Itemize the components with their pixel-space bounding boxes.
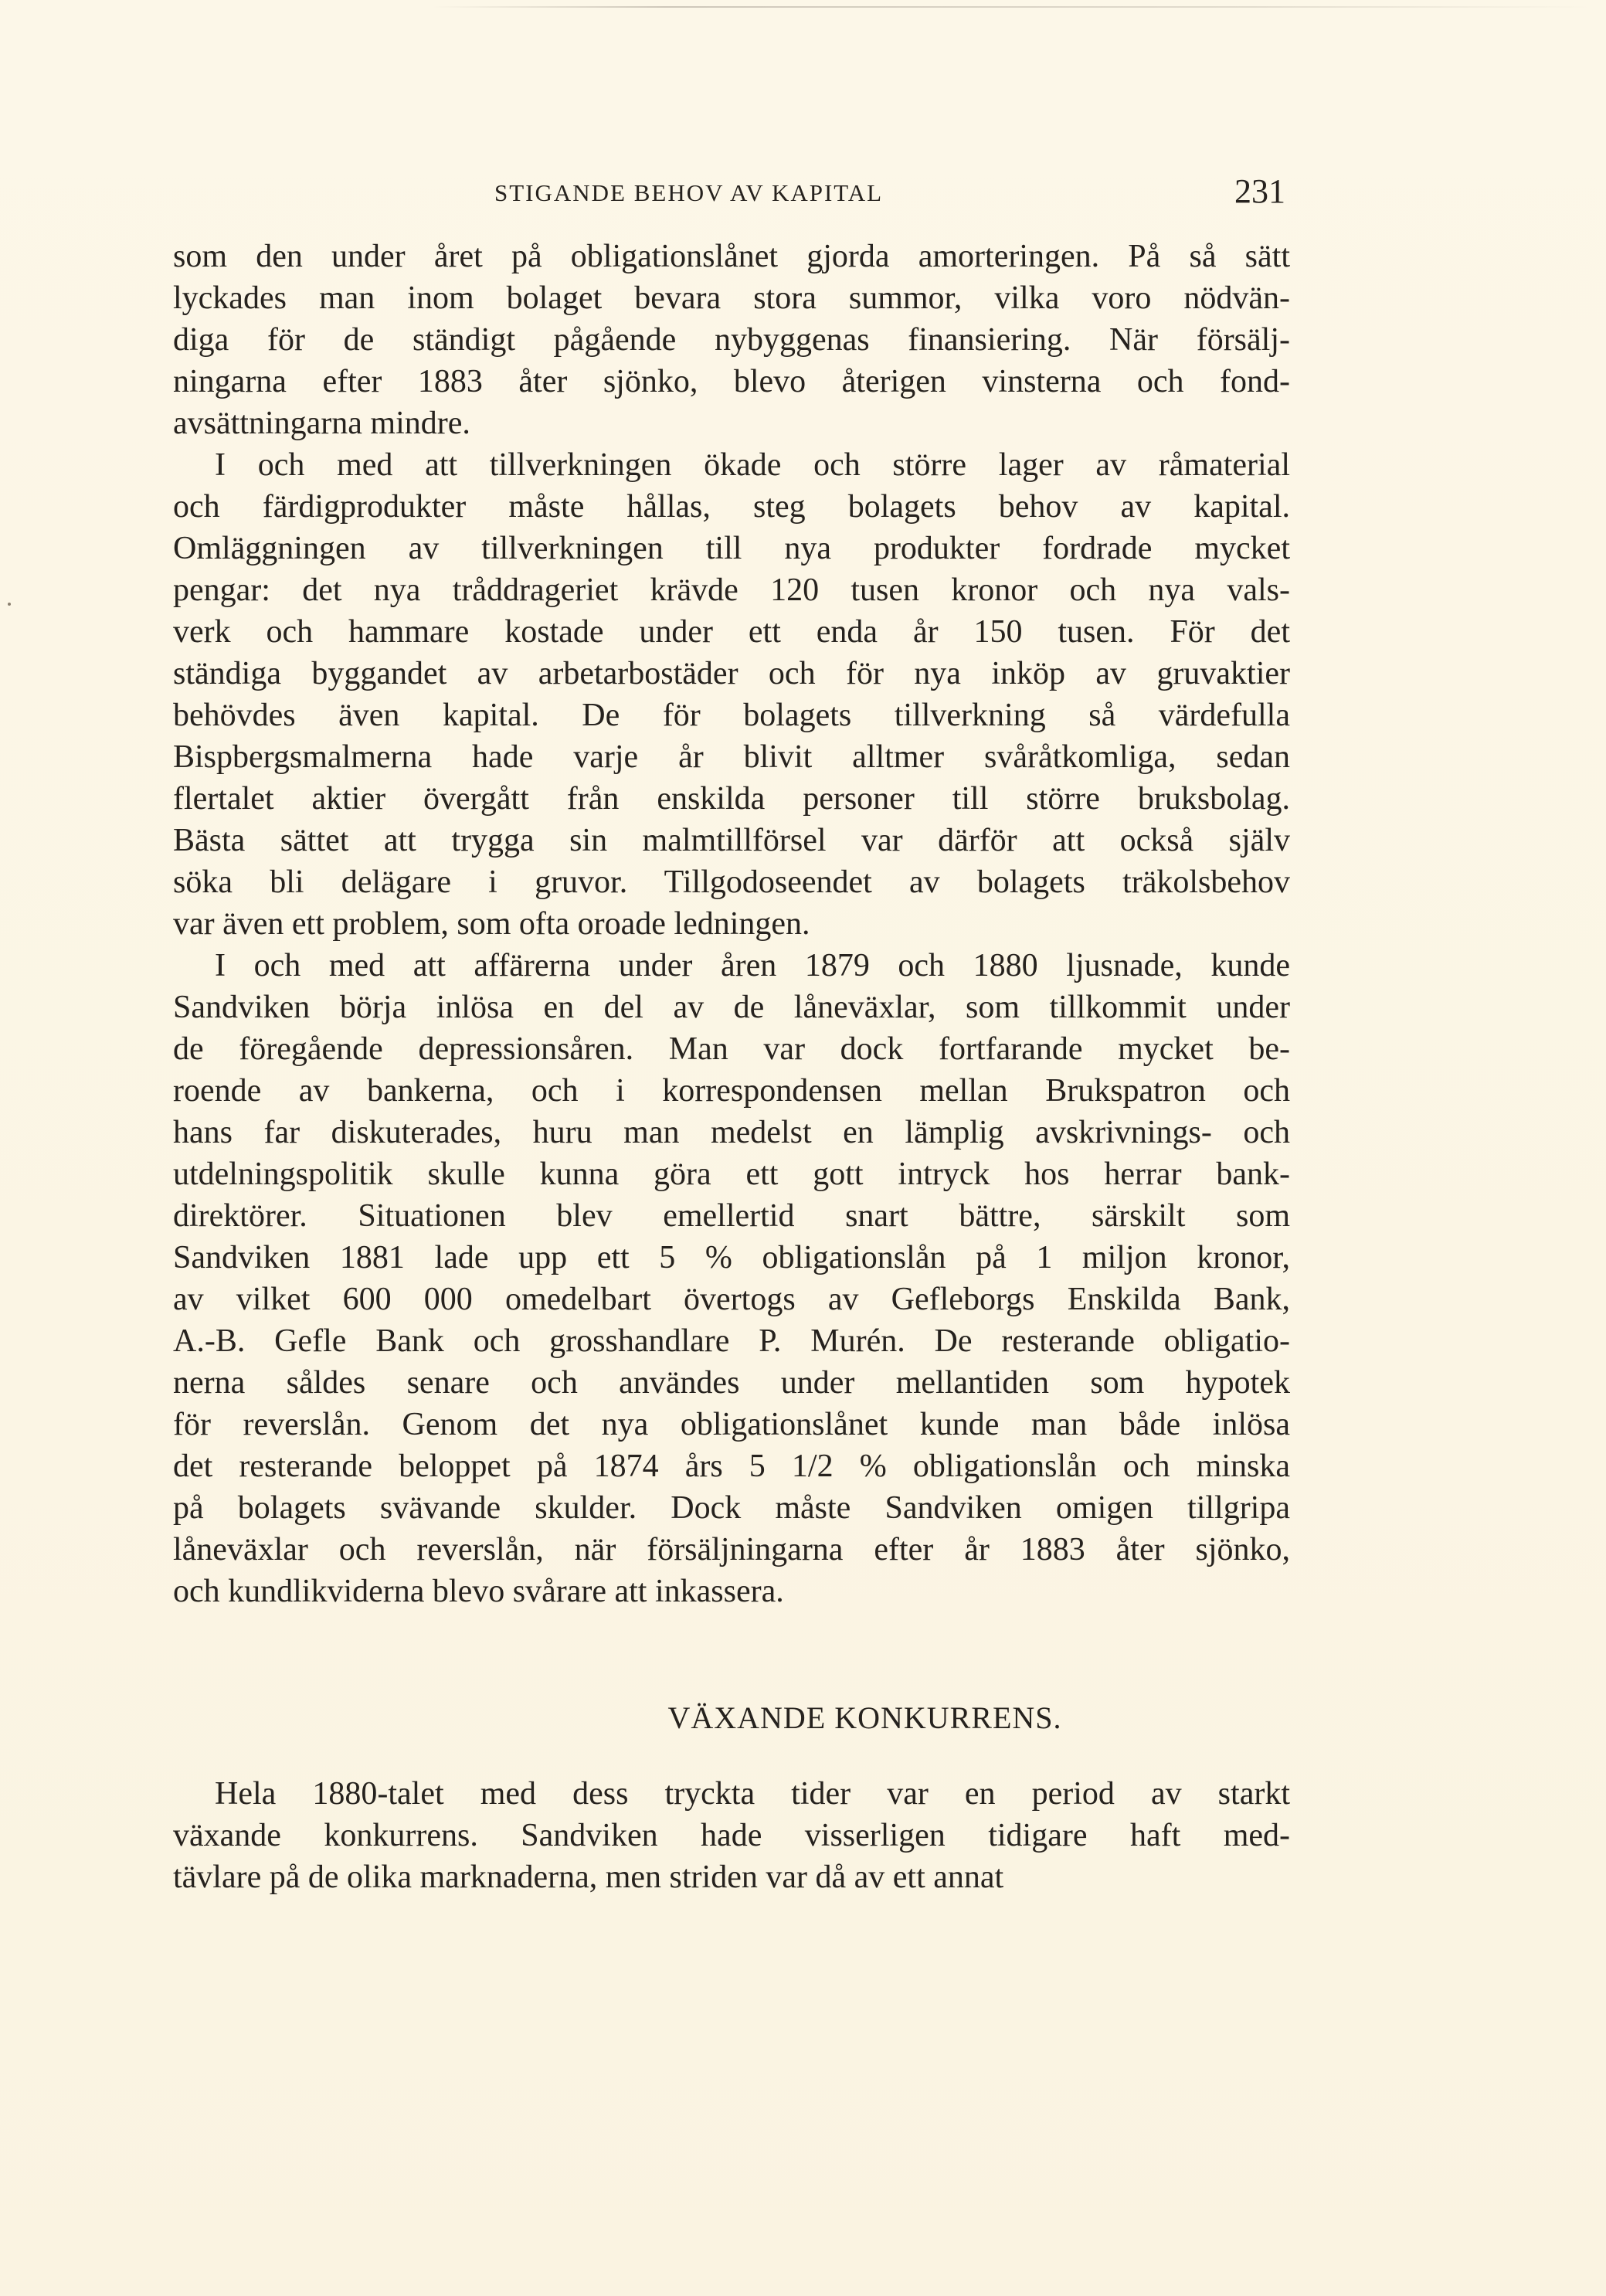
text-line: söka bli delägare i gruvor. Tillgodoseendet av bolagets träkolsbehov: [173, 864, 1290, 900]
top-edge-shadow: [433, 6, 1591, 8]
text-line: för reverslån. Genom det nya obligationslånet kunde man både inlösa: [173, 1407, 1290, 1442]
text-line: ningarna efter 1883 åter sjönko, blevo återigen vinsterna och fond-: [173, 364, 1290, 399]
text-line: låneväxlar och reverslån, när försäljningarna efter år 1883 åter sjönko,: [173, 1532, 1290, 1567]
body-text-bottom: [173, 1773, 1290, 1898]
text-line: pengar: det nya tråddrageriet krävde 120 tusen kronor och nya vals-: [173, 572, 1290, 608]
text-line: nerna såldes senare och användes under mellantiden som hypotek: [173, 1365, 1290, 1401]
text-line: lyckades man inom bolaget bevara stora summor, vilka voro nödvän-: [173, 280, 1290, 316]
text-line: Sandviken 1881 lade upp ett 5 % obligationslån på 1 miljon kronor,: [173, 1240, 1290, 1275]
text-line: Sandviken börja inlösa en del av de låneväxlar, som tillkommit under: [173, 990, 1290, 1025]
text-line: Omläggningen av tillverkningen till nya produkter fordrade mycket: [173, 531, 1290, 566]
paragraph: [173, 945, 1290, 1612]
text-line: Bispbergsmalmerna hade varje år blivit alltmer svåråtkomliga, sedan: [173, 739, 1290, 775]
text-line: ständiga byggandet av arbetarbostäder och för nya inköp av gruvaktier: [173, 656, 1290, 691]
text-line: verk och hammare kostade under ett enda år 150 tusen. För det: [173, 614, 1290, 650]
text-line: I och med att affärerna under åren 1879 och 1880 ljusnade, kunde: [215, 948, 1290, 983]
section-heading: VÄXANDE KONKURRENS.: [667, 1700, 1062, 1735]
text-line: och färdigprodukter måste hållas, steg bolagets behov av kapital.: [173, 489, 1290, 525]
text-line: var även ett problem, som ofta oroade ledningen.: [173, 906, 810, 942]
text-line: flertalet aktier övergått från enskilda personer till större bruksbolag.: [173, 781, 1290, 817]
paper-speck: [8, 603, 11, 606]
text-line: I och med att tillverkningen ökade och större lager av råmaterial: [215, 447, 1290, 483]
text-line: Hela 1880-talet med dess tryckta tider var en period av starkt: [215, 1776, 1290, 1812]
paragraph: [173, 444, 1290, 945]
text-line: av vilket 600 000 omedelbart övertogs av Gefleborgs Enskilda Bank,: [173, 1282, 1290, 1317]
text-line: det resterande beloppet på 1874 års 5 1/2 % obligationslån och minska: [173, 1449, 1290, 1484]
paragraph: [173, 236, 1290, 444]
text-line: diga för de ständigt pågående nybyggenas finansiering. När försälj-: [173, 322, 1290, 358]
page-number: 231: [1234, 172, 1285, 210]
text-line: avsättningarna mindre.: [173, 406, 470, 441]
text-line: utdelningspolitik skulle kunna göra ett gott intryck hos herrar bank-: [173, 1156, 1290, 1192]
text-line: A.-B. Gefle Bank och grosshandlare P. Murén. De resterande obligatio-: [173, 1323, 1290, 1359]
text-line: tävlare på de olika marknaderna, men striden var då av ett annat: [173, 1860, 1004, 1895]
text-line: direktörer. Situationen blev emellertid snart bättre, särskilt som: [173, 1198, 1290, 1234]
running-title: STIGANDE BEHOV AV KAPITAL: [494, 179, 884, 206]
text-line: på bolagets svävande skulder. Dock måste Sandviken omigen tillgripa: [173, 1490, 1290, 1526]
text-line: hans far diskuterades, huru man medelst en lämplig avskrivnings- och: [173, 1115, 1290, 1150]
text-line: roende av bankerna, och i korrespondensen mellan Brukspatron och: [173, 1073, 1290, 1109]
text-line: växande konkurrens. Sandviken hade visserligen tidigare haft med-: [173, 1818, 1290, 1853]
body-text-top: [173, 236, 1290, 1612]
running-header: [173, 172, 1285, 215]
text-line: Bästa sättet att trygga sin malmtillförsel var därför att också själv: [173, 823, 1290, 858]
text-line: behövdes även kapital. De för bolagets tillverkning så värdefulla: [173, 698, 1290, 733]
paragraph: [173, 1773, 1290, 1898]
text-line: och kundlikviderna blevo svårare att inkassera.: [173, 1574, 784, 1609]
text-line: de föregående depressionsåren. Man var dock fortfarande mycket be-: [173, 1031, 1290, 1067]
text-line: som den under året på obligationslånet gjorda amorteringen. På så sätt: [173, 239, 1290, 274]
